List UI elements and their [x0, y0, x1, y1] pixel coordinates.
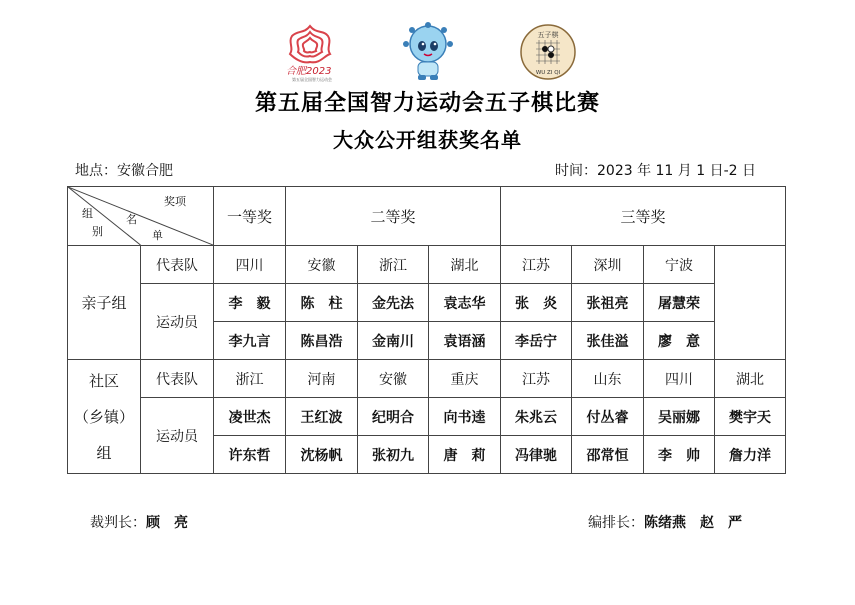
athlete-cell: 屠慧荣	[644, 284, 715, 322]
athlete-cell: 李 帅	[644, 436, 715, 474]
corner-label-list-2: 单	[152, 229, 163, 242]
athlete-cell: 陈昌浩	[286, 322, 358, 360]
team-cell: 湖北	[715, 360, 786, 398]
corner-header-cell	[68, 187, 214, 246]
athlete-cell: 李岳宁	[501, 322, 572, 360]
team-cell: 安徽	[358, 360, 429, 398]
third-prize-header: 三等奖	[501, 187, 786, 246]
page-title: 第五届全国智力运动会五子棋比赛	[254, 90, 600, 116]
table-row	[68, 246, 786, 284]
athlete-cell: 王红波	[286, 398, 358, 436]
team-cell: 浙江	[214, 360, 286, 398]
logo-row	[0, 22, 855, 82]
team-cell: 湖北	[429, 246, 501, 284]
team-cell: 河南	[286, 360, 358, 398]
team-row-label: 代表队	[141, 360, 214, 398]
athlete-cell: 纪明合	[358, 398, 429, 436]
gomoku-logo	[518, 22, 578, 86]
athlete-cell: 廖 意	[644, 322, 715, 360]
location-text: 地点：安徽合肥	[75, 163, 173, 179]
svg-text:五子棋: 五子棋	[537, 31, 559, 39]
svg-text:WU ZI QI: WU ZI QI	[535, 70, 561, 76]
group-name-line: （乡镇）	[73, 407, 134, 426]
athlete-cell: 袁志华	[429, 284, 501, 322]
group-name-cell	[68, 360, 141, 474]
group-name-line: 社区	[88, 371, 119, 390]
svg-text:第五届全国智力运动会: 第五届全国智力运动会	[292, 77, 332, 82]
team-cell: 浙江	[358, 246, 429, 284]
games-emblem-logo	[280, 22, 340, 86]
athlete-row-label: 运动员	[141, 284, 214, 360]
group-name-cell: 亲子组	[68, 246, 141, 360]
svg-text:合肥2023: 合肥2023	[286, 66, 332, 77]
athlete-cell: 付丛睿	[572, 398, 644, 436]
athlete-cell: 张祖亮	[572, 284, 644, 322]
athlete-cell: 金南川	[358, 322, 429, 360]
date-text: 时间：2023 年 11 月 1 日-2 日	[555, 163, 757, 179]
chief-arranger-label: 编排长：	[588, 515, 644, 531]
athlete-cell: 张初九	[358, 436, 429, 474]
athlete-cell: 唐 莉	[429, 436, 501, 474]
first-prize-header: 一等奖	[214, 187, 286, 246]
athlete-cell: 朱兆云	[501, 398, 572, 436]
athlete-cell: 袁语涵	[429, 322, 501, 360]
header-row	[68, 187, 786, 246]
chief-referee	[90, 512, 188, 532]
second-prize-header: 二等奖	[286, 187, 501, 246]
athlete-cell: 樊宇天	[715, 398, 786, 436]
team-cell: 山东	[572, 360, 644, 398]
team-cell: 深圳	[572, 246, 644, 284]
team-cell: 安徽	[286, 246, 358, 284]
chief-arranger	[588, 512, 742, 532]
team-cell: 四川	[214, 246, 286, 284]
corner-label-group-1: 组	[82, 207, 93, 220]
table-row	[68, 360, 786, 398]
team-cell: 四川	[644, 360, 715, 398]
corner-label-award: 奖项	[164, 195, 186, 208]
athlete-cell: 金先法	[358, 284, 429, 322]
athlete-cell: 邵常恒	[572, 436, 644, 474]
award-table	[67, 186, 786, 474]
athlete-cell: 李九言	[214, 322, 286, 360]
athlete-cell: 陈 柱	[286, 284, 358, 322]
corner-label-group-2: 别	[92, 225, 103, 238]
team-row-label: 代表队	[141, 246, 214, 284]
chief-referee-label: 裁判长：	[90, 515, 146, 531]
athlete-cell: 凌世杰	[214, 398, 286, 436]
corner-label-list-1: 名	[126, 213, 137, 226]
group-name-line: 组	[96, 443, 112, 462]
team-cell: 江苏	[501, 246, 572, 284]
athlete-cell: 许东哲	[214, 436, 286, 474]
table-row	[68, 398, 786, 436]
athlete-cell: 张 炎	[501, 284, 572, 322]
empty-cell	[715, 246, 786, 360]
team-cell: 重庆	[429, 360, 501, 398]
athlete-cell: 沈杨帆	[286, 436, 358, 474]
table-row	[68, 284, 786, 322]
athlete-cell: 冯律驰	[501, 436, 572, 474]
athlete-cell: 吴丽娜	[644, 398, 715, 436]
team-cell: 宁波	[644, 246, 715, 284]
chief-arranger-names: 陈绪燕 赵 严	[644, 515, 742, 531]
athlete-row-label: 运动员	[141, 398, 214, 474]
page-subtitle: 大众公开组获奖名单	[333, 128, 522, 152]
chief-referee-name: 顾 亮	[146, 515, 188, 531]
athlete-cell: 向书逵	[429, 398, 501, 436]
athlete-cell: 李 毅	[214, 284, 286, 322]
athlete-cell: 詹力洋	[715, 436, 786, 474]
athlete-cell: 张佳溢	[572, 322, 644, 360]
team-cell: 江苏	[501, 360, 572, 398]
mascot-logo	[400, 22, 456, 86]
